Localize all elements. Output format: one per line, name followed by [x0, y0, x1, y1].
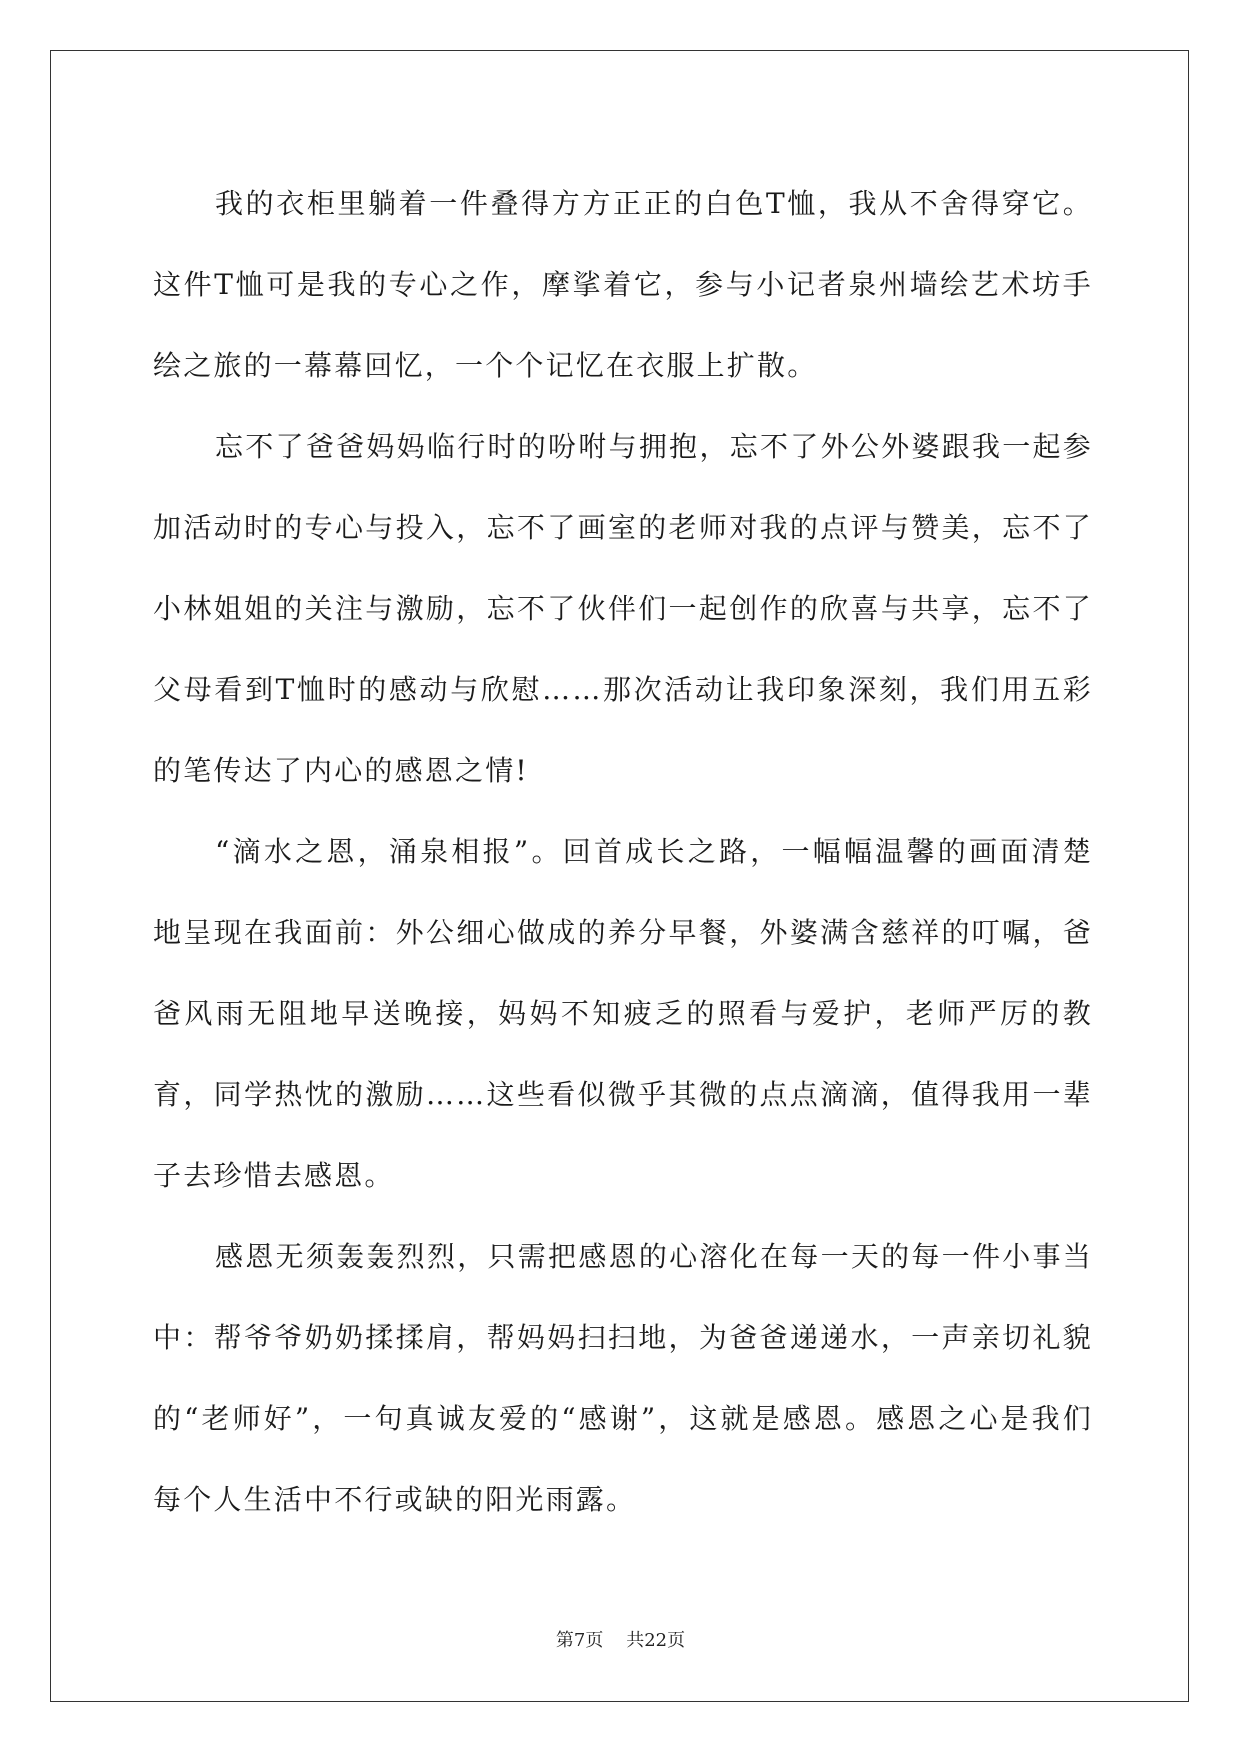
page-total: 共22页 — [626, 1630, 686, 1651]
paragraph-3: “滴水之恩，涌泉相报”。回首成长之路，一幅幅温馨的画面清楚地呈现在我面前：外公细心做成的养分早餐，外婆满含慈祥的叮嘱，爸爸风雨无阻地早送晚接，妈妈不知疲乏的照看与爱护，老师严厉的教育，同学热忱的激励……这些看似微乎其微的点点滴滴，值得我用一辈子去珍惜去感恩。 — [153, 835, 1093, 1192]
paragraph-1: 我的衣柜里躺着一件叠得方方正正的白色T恤，我从不舍得穿它。这件T恤可是我的专心之作，摩挲着它，参与小记者泉州墙绘艺术坊手绘之旅的一幕幕回忆，一个个记忆在衣服上扩散。 — [153, 187, 1093, 382]
document-body — [153, 163, 1093, 1540]
paragraph-2: 忘不了爸爸妈妈临行时的吩咐与拥抱，忘不了外公外婆跟我一起参加活动时的专心与投入，忘不了画室的老师对我的点评与赞美，忘不了小林姐姐的关注与激励，忘不了伙伴们一起创作的欣喜与共享，忘不了父母看到T恤时的感动与欣慰……那次活动让我印象深刻，我们用五彩的笔传达了内心的感恩之情! — [153, 430, 1093, 787]
page-number: 第7页 — [555, 1630, 604, 1651]
paragraph-4: 感恩无须轰轰烈烈，只需把感恩的心溶化在每一天的每一件小事当中：帮爷爷奶奶揉揉肩，帮妈妈扫扫地，为爸爸递递水，一声亲切礼貌的“老师好”，一句真诚友爱的“感谢”，这就是感恩。感恩之心是我们每个人生活中不行或缺的阳光雨露。 — [153, 1240, 1093, 1516]
page-footer — [0, 1626, 1241, 1652]
